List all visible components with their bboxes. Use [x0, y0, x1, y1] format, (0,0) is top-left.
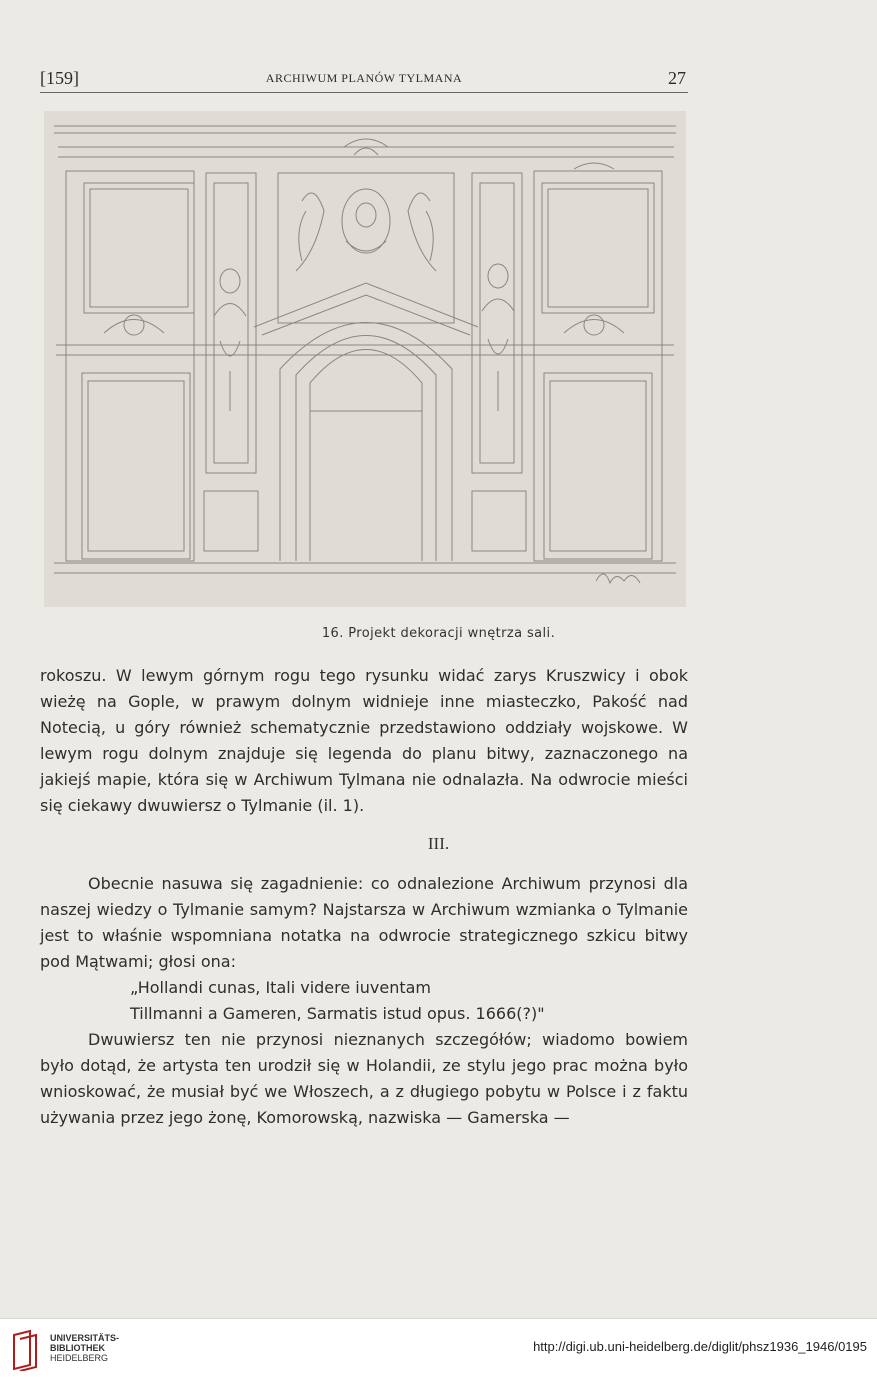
section-heading: III.	[427, 834, 450, 853]
folio-number: 27	[668, 68, 686, 88]
running-header	[40, 68, 688, 93]
verse-line-1: „Hollandi cunas, Itali videre iuventam	[130, 978, 431, 997]
library-name-line-3: HEIDELBERG	[50, 1353, 109, 1363]
paragraph-3	[40, 1027, 688, 1131]
figure-caption: 16. Projekt dekoracji wnętrza sali.	[321, 626, 556, 641]
paragraph-2-text: Obecnie nasuwa się zagadnienie: co odnalezione Archiwum przynosi dla naszej wiedzy o Tylmanie samym? Najstarsza w Archiwum wzmianka o Tylmanie jest to właśnie wspomniana notatka na odwrocie strategicznego szkicu bitwy pod Mątwami; głosi ona:	[40, 874, 688, 971]
wall-elevation-drawing	[44, 111, 686, 607]
library-name-line-1: UNIVERSITÄTS-	[50, 1333, 120, 1343]
paragraph-1	[40, 663, 688, 819]
verse-line-2: Tillmanni a Gameren, Sarmatis istud opus. 1666(?)"	[130, 1004, 545, 1023]
library-name	[50, 1333, 119, 1363]
permalink-url[interactable]: http://digi.ub.uni-heidelberg.de/diglit/phsz1936_1946/0195	[533, 1339, 867, 1354]
viewer-footer	[0, 1318, 877, 1379]
sketch-svg	[44, 111, 686, 607]
library-logo-icon	[10, 1329, 42, 1371]
paragraph-1-text: rokoszu. W lewym górnym rogu tego rysunku widać zarys Kruszwicy i obok wieżę na Gople, w prawym dolnym widnieje inne miasteczko, Pakość nad Notecią, u góry również schematycznie przedstawiono oddziały wojskowe. W lewym rogu dolnym znajduje się legenda do planu bitwy, zaznaczonego na jakiejś mapie, która się w Archiwum Tylmana nie odnalazła. Na odwrocie mieści się ciekawy dwuwiersz o Tylmanie (il. 1).	[40, 666, 688, 815]
paragraph-2	[40, 871, 688, 1131]
bracket-page-number: [159]	[40, 68, 79, 88]
library-name-line-2: BIBLIOTHEK	[50, 1343, 105, 1353]
paragraph-3-text: Dwuwiersz ten nie przynosi nieznanych szczegółów; wiadomo bowiem było dotąd, że artysta ten urodził się w Holandii, ze stylu jego prac można było wnioskować, że musiał być we Włoszech, a z długiego pobytu w Polsce i z faktu używania przez jego żonę, Komorowską, nazwiska — Gamerska —	[40, 1030, 688, 1127]
running-title: ARCHIWUM PLANÓW TYLMANA	[265, 71, 463, 85]
